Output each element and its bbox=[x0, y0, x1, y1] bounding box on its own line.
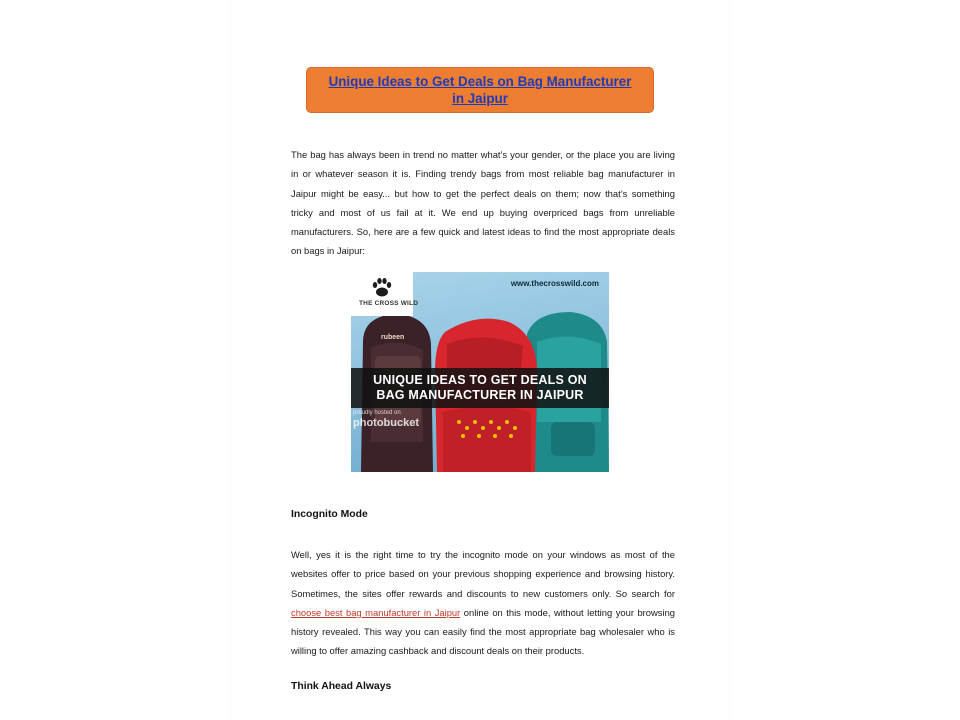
paragraph-line: willing to offer amazing cashback and discount deals on their products. bbox=[291, 645, 585, 657]
intro-paragraph bbox=[291, 145, 675, 261]
hero-url-text: www.thecrosswild.com bbox=[510, 279, 599, 288]
intro-line: The bag has always been in trend no matter what’s your gender, or the place you are living bbox=[291, 149, 675, 160]
watermark-brand-text: photobucket bbox=[353, 417, 419, 429]
hero-image bbox=[351, 272, 609, 472]
intro-line: on bags in Jaipur: bbox=[291, 245, 366, 257]
image-banner bbox=[351, 368, 609, 408]
brand-logo-text: THE CROSS WILD bbox=[359, 300, 419, 307]
section-heading-think-ahead: Think Ahead Always bbox=[291, 681, 392, 692]
link-trailing-text: online on this mode, without letting your browsing bbox=[460, 606, 675, 618]
incognito-paragraph bbox=[291, 545, 675, 661]
title-line-1: Unique Ideas to Get Deals on Bag Manufacturer bbox=[328, 74, 632, 89]
paragraph-line-with-link bbox=[291, 603, 675, 622]
banner-line-2: BAG MANUFACTURER IN JAIPUR bbox=[376, 388, 584, 402]
paragraph-line: Well, yes it is the right time to try the incognito mode on your windows as most of the bbox=[291, 549, 675, 560]
watermark-small-text: proudly hosted on bbox=[353, 410, 401, 416]
intro-line: in or whatever season it is. Finding trendy bags from most reliable bag manufacturer in bbox=[291, 168, 675, 180]
intro-line: tricky and most of us fail at it. We end up buying overpriced bags from unreliable bbox=[291, 206, 675, 218]
section-heading-incognito: Incognito Mode bbox=[291, 509, 368, 520]
title-box bbox=[306, 67, 654, 113]
banner-line-1: UNIQUE IDEAS TO GET DEALS ON bbox=[373, 373, 587, 387]
paragraph-line: websites offer to price based on your previous shopping experience and browsing history. bbox=[291, 568, 675, 580]
paw-logo-icon bbox=[351, 272, 413, 300]
bag-brand-label: rubeen bbox=[381, 334, 405, 341]
paragraph-line: Sometimes, the sites offer rewards and discounts to new customers only. So search for bbox=[291, 587, 675, 599]
bag-manufacturer-link[interactable]: choose best bag manufacturer in Jaipur bbox=[291, 606, 461, 618]
intro-line: Jaipur might be easy... but how to get the perfect deals on them; now that’s something bbox=[291, 187, 675, 199]
intro-line: manufacturers. So, here are a few quick and latest ideas to find the most appropriate deals bbox=[291, 226, 675, 238]
title-link[interactable] bbox=[329, 73, 632, 107]
title-line-2: in Jaipur bbox=[452, 91, 508, 106]
paragraph-line: history revealed. This way you can easily find the most appropriate bag wholesaler who is bbox=[291, 626, 675, 638]
